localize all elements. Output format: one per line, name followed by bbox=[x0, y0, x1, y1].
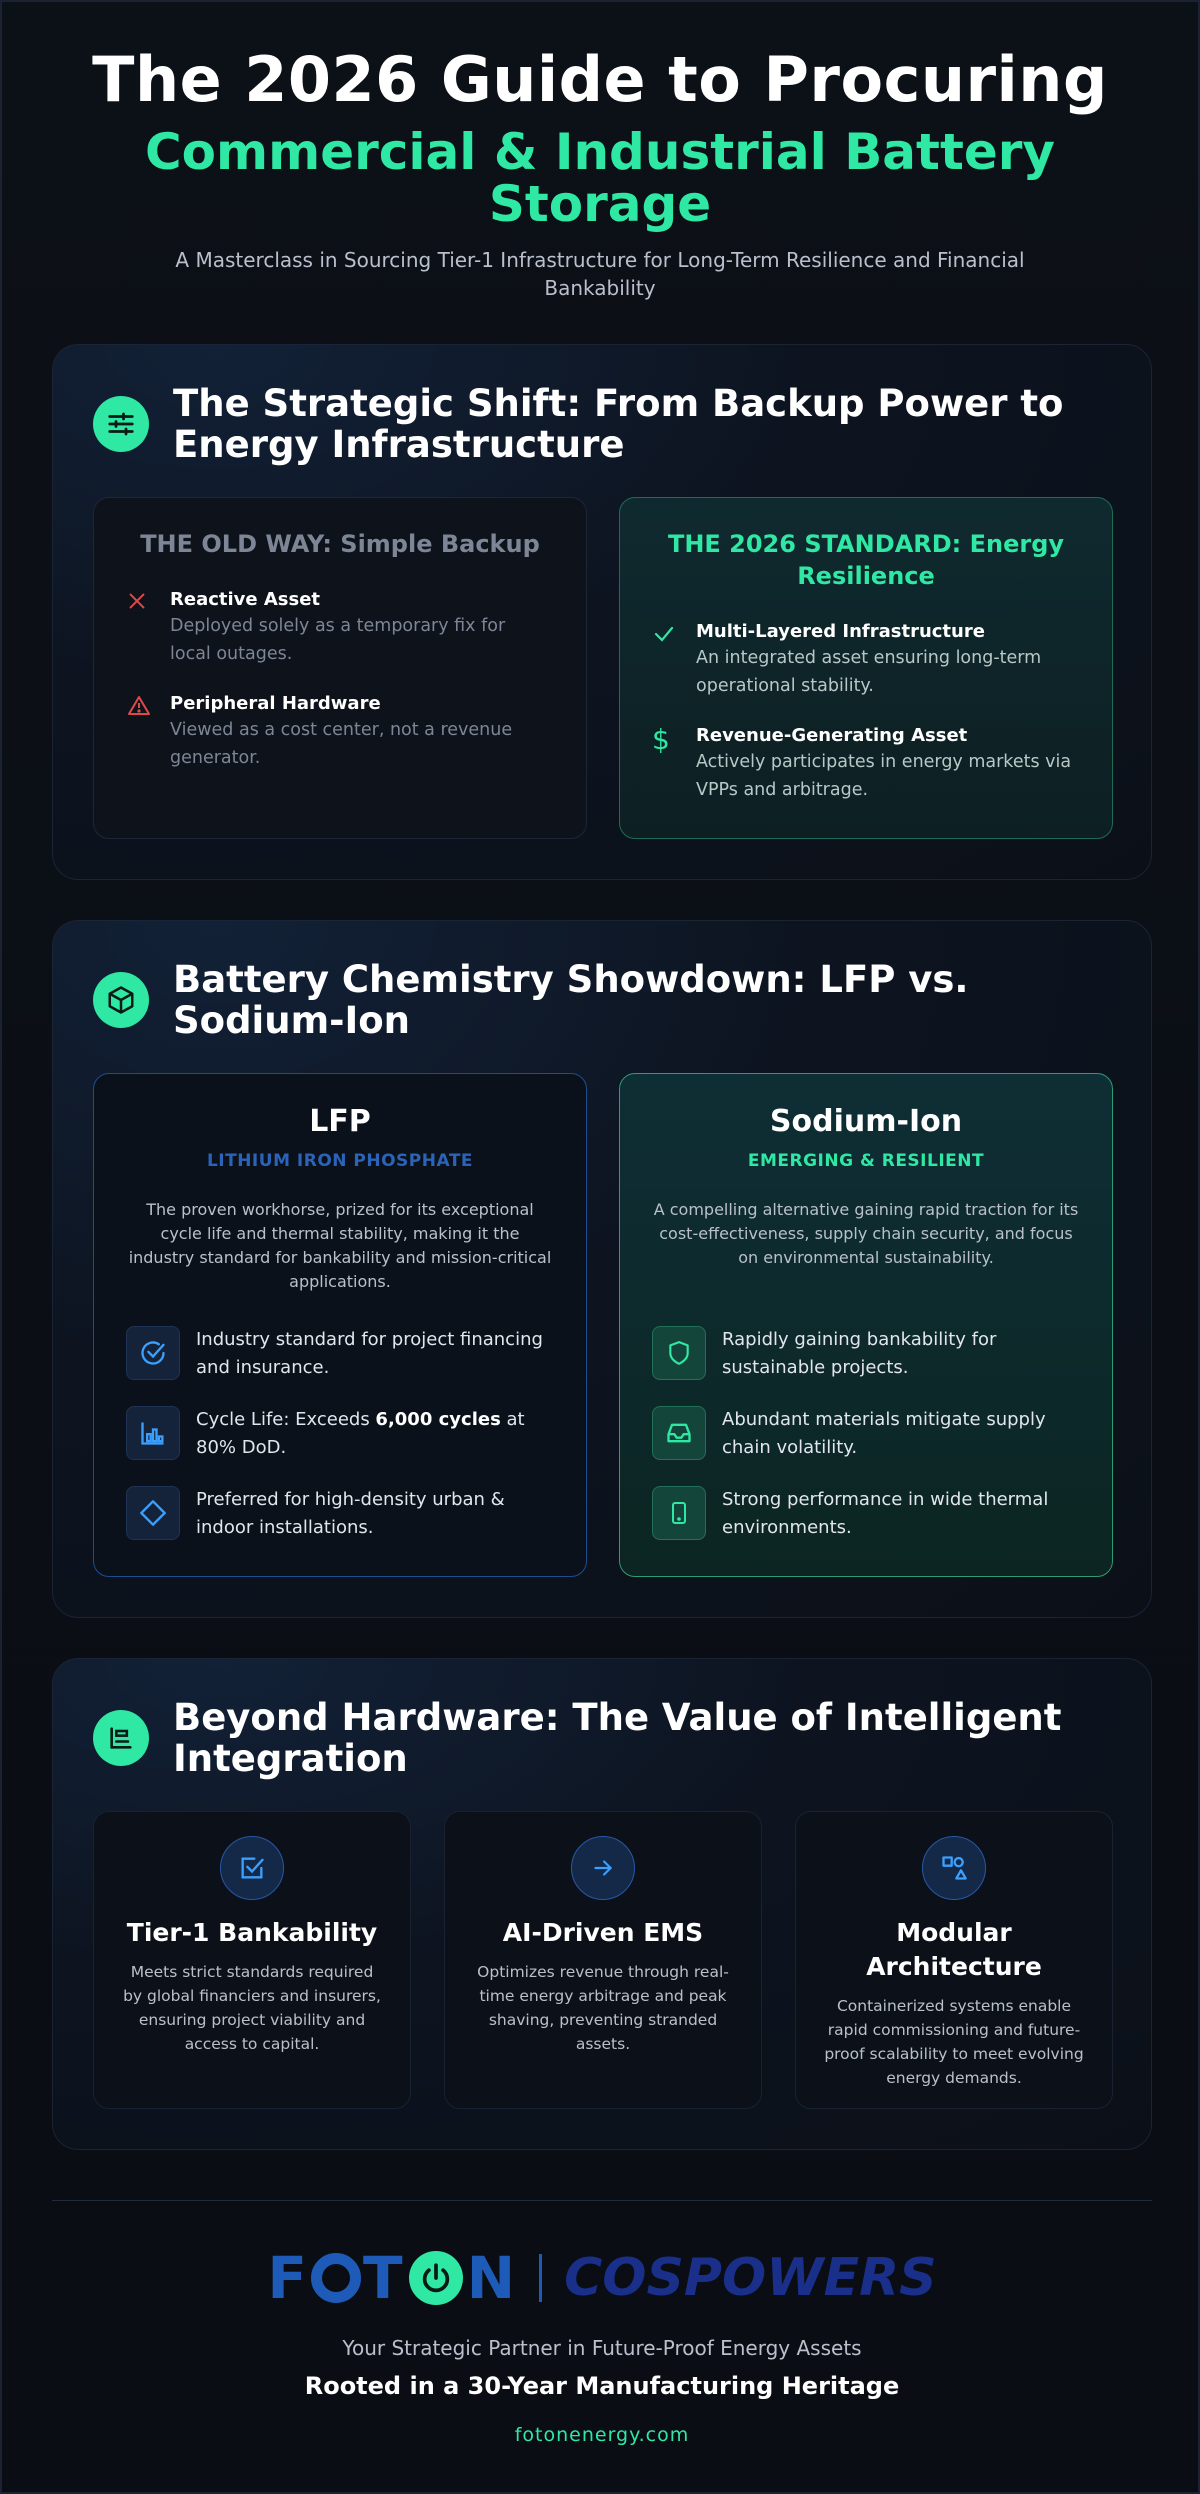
chemistry-section bbox=[52, 920, 1152, 1618]
card-title: THE OLD WAY: Simple Backup bbox=[140, 530, 540, 558]
hero bbox=[2, 2, 1198, 302]
diamond-icon bbox=[126, 1486, 180, 1540]
chem-name: LFP bbox=[309, 1104, 371, 1139]
section-title: The Strategic Shift: From Backup Power to Energy Infrastructure bbox=[173, 382, 1064, 466]
shapes-icon bbox=[922, 1836, 986, 1900]
foton-logo bbox=[267, 2244, 517, 2312]
warning-icon bbox=[126, 694, 156, 772]
sodium-feature-thermal bbox=[652, 1486, 1082, 1542]
arrow-right-icon bbox=[571, 1836, 635, 1900]
section-title: Beyond Hardware: The Value of Intelligent Integration bbox=[173, 1696, 1062, 1780]
point-title: Revenue-Generating Asset bbox=[696, 725, 968, 746]
page-title: The 2026 Guide to Procuring bbox=[92, 43, 1108, 116]
cube-icon bbox=[93, 972, 149, 1028]
logo-separator bbox=[539, 2254, 542, 2302]
page-tagline: A Masterclass in Sourcing Tier-1 Infrastructure for Long-Term Resilience and Financial Bankability bbox=[175, 248, 1025, 300]
list-icon bbox=[93, 1710, 149, 1766]
website-link[interactable]: fotonenergy.com bbox=[514, 2424, 690, 2446]
bar-chart-icon bbox=[126, 1406, 180, 1460]
tablet-icon bbox=[652, 1486, 706, 1540]
chem-name: Sodium-Ion bbox=[769, 1104, 963, 1139]
chem-description: The proven workhorse, prized for its exceptional cycle life and thermal stability, making it the industry standard for bankability and mission-critical applications. bbox=[128, 1200, 552, 1291]
lfp-feature-financing bbox=[126, 1326, 556, 1382]
footer-divider bbox=[52, 2200, 1152, 2201]
integration-section bbox=[52, 1658, 1152, 2150]
point-title: Peripheral Hardware bbox=[170, 693, 381, 714]
point-title: Reactive Asset bbox=[170, 589, 321, 610]
feature-text: Strong performance in wide thermal environments. bbox=[722, 1489, 1049, 1538]
feature-text bbox=[196, 1406, 556, 1462]
value-title: Modular Architecture bbox=[866, 1918, 1042, 1981]
sodium-ion-card bbox=[619, 1073, 1113, 1577]
inbox-icon bbox=[652, 1406, 706, 1460]
point-text: An integrated asset ensuring long-term operational stability. bbox=[696, 648, 1042, 696]
feature-text: Industry standard for project financing and insurance. bbox=[196, 1329, 543, 1378]
footer-heritage: Rooted in a 30-Year Manufacturing Heritage bbox=[304, 2372, 900, 2400]
value-text: Optimizes revenue through real-time energy arbitrage and peak shaving, preventing stranded assets. bbox=[477, 1963, 729, 2053]
value-card-bankability bbox=[93, 1811, 411, 2109]
feature-text: Rapidly gaining bankability for sustainable projects. bbox=[722, 1329, 997, 1378]
section-header bbox=[93, 1697, 1093, 1779]
lfp-feature-cycle-life bbox=[126, 1406, 556, 1462]
section-header bbox=[93, 383, 1093, 465]
check-circle-icon bbox=[126, 1326, 180, 1380]
old-point-reactive bbox=[126, 588, 546, 668]
point-text: Actively participates in energy markets via VPPs and arbitrage. bbox=[696, 752, 1072, 800]
value-text: Meets strict standards required by global financiers and insurers, ensuring project viability and access to capital. bbox=[123, 1963, 381, 2053]
sodium-feature-bankability bbox=[652, 1326, 1082, 1382]
logo-letter: N bbox=[466, 2244, 518, 2312]
old-way-card bbox=[93, 497, 587, 839]
brand-logo bbox=[2, 2244, 1200, 2312]
cospowers-logo: COSPOWERS bbox=[564, 2248, 937, 2308]
new-point-revenue bbox=[652, 724, 1072, 804]
check-icon bbox=[652, 622, 682, 700]
value-title: Tier-1 Bankability bbox=[126, 1918, 378, 1947]
card-title: THE 2026 STANDARD: Energy Resilience bbox=[667, 530, 1065, 590]
footer-tagline: Your Strategic Partner in Future-Proof Energy Assets bbox=[342, 2336, 862, 2360]
new-standard-card bbox=[619, 497, 1113, 839]
value-title: AI-Driven EMS bbox=[502, 1918, 704, 1947]
checkbox-icon bbox=[220, 1836, 284, 1900]
lfp-feature-urban bbox=[126, 1486, 556, 1542]
page-subtitle: Commercial & Industrial Battery Storage bbox=[144, 123, 1056, 233]
point-text: Deployed solely as a temporary fix for local outages. bbox=[170, 616, 506, 664]
point-text: Viewed as a cost center, not a revenue generator. bbox=[170, 720, 513, 768]
value-card-modular bbox=[795, 1811, 1113, 2109]
section-header bbox=[93, 959, 1093, 1041]
power-icon bbox=[409, 2251, 463, 2305]
x-icon bbox=[126, 590, 156, 668]
shield-icon bbox=[652, 1326, 706, 1380]
lfp-card bbox=[93, 1073, 587, 1577]
sodium-feature-materials bbox=[652, 1406, 1082, 1462]
strategic-shift-section bbox=[52, 344, 1152, 880]
point-title: Multi-Layered Infrastructure bbox=[696, 621, 985, 642]
section-title: Battery Chemistry Showdown: LFP vs. Sodium-Ion bbox=[173, 958, 969, 1042]
feature-text: Preferred for high-density urban & indoor installations. bbox=[196, 1489, 505, 1538]
feature-text-pre: Cycle Life: Exceeds bbox=[196, 1409, 376, 1430]
chem-subtitle: LITHIUM IRON PHOSPHATE bbox=[206, 1151, 474, 1171]
new-point-infrastructure bbox=[652, 620, 1072, 700]
feature-text-post: at 80% DoD. bbox=[196, 1409, 525, 1458]
chem-subtitle: EMERGING & RESILIENT bbox=[747, 1151, 985, 1171]
logo-letter: T bbox=[362, 2244, 405, 2312]
value-card-ems bbox=[444, 1811, 762, 2109]
dollar-icon: $ bbox=[652, 723, 670, 756]
old-point-peripheral bbox=[126, 692, 546, 772]
feature-text-bold: 6,000 cycles bbox=[375, 1409, 501, 1430]
value-text: Containerized systems enable rapid commissioning and future-proof scalability to meet evolving energy demands. bbox=[824, 1997, 1084, 2087]
logo-letter: F bbox=[267, 2244, 309, 2312]
sliders-icon bbox=[93, 396, 149, 452]
feature-text: Abundant materials mitigate supply chain volatility. bbox=[722, 1409, 1046, 1458]
logo-o bbox=[311, 2253, 361, 2303]
chem-description: A compelling alternative gaining rapid traction for its cost-effectiveness, supply chain security, and focus on environmental sustainability. bbox=[653, 1200, 1079, 1267]
